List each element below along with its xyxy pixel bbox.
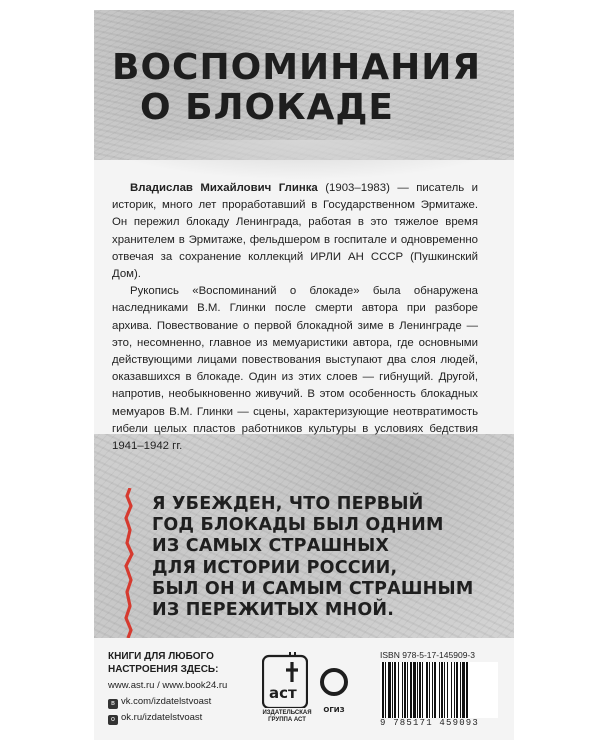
barcode-bar bbox=[444, 662, 445, 718]
barcode bbox=[380, 662, 498, 718]
barcode-bar bbox=[441, 662, 443, 718]
barcode-bar bbox=[398, 662, 399, 718]
barcode-bar bbox=[402, 662, 403, 718]
barcode-bar bbox=[388, 662, 391, 718]
books-heading-line-1: КНИГИ ДЛЯ ЛЮБОГО bbox=[108, 651, 214, 662]
quote-line: ГОД БЛОКАДЫ БЫЛ ОДНИМ bbox=[152, 515, 444, 536]
barcode-bar bbox=[407, 662, 408, 718]
barcode-bar bbox=[466, 662, 468, 718]
barcode-bar bbox=[462, 662, 465, 718]
title-line-1: ВОСПОМИНАНИЯ bbox=[112, 47, 482, 88]
barcode-bar bbox=[454, 662, 455, 718]
barcode-bar bbox=[439, 662, 440, 718]
pull-quote bbox=[152, 494, 498, 621]
barcode-bar bbox=[385, 662, 386, 718]
barcode-bar bbox=[447, 662, 448, 718]
barcode-bar bbox=[419, 662, 421, 718]
quote-line: Я УБЕЖДЕН, ЧТО ПЕРВЫЙ bbox=[152, 494, 424, 514]
barcode-bar bbox=[432, 662, 433, 718]
barcode-bar bbox=[434, 662, 436, 718]
quote-line: ИЗ САМЫХ СТРАШНЫХ bbox=[152, 536, 390, 557]
red-torn-stripe bbox=[124, 488, 134, 638]
barcode-bar bbox=[460, 662, 461, 718]
barcode-number: 9 785171 459093 bbox=[380, 718, 480, 728]
book-back-cover bbox=[94, 10, 514, 740]
barcode-bar bbox=[417, 662, 418, 718]
quote-line: БЫЛ ОН И САМЫМ СТРАШНЫМ bbox=[152, 578, 474, 599]
annotation-text bbox=[112, 180, 478, 455]
author-name: Владислав Михайлович Глинка bbox=[130, 182, 318, 194]
annotation-paragraph-1-rest: (1903–1983) — писатель и историк, много лет проработавший в Государственном Эрмитаже. Он пережил блокаду Ленинграда, работая в это тяжелое время хранителем в Эрмитаже, фельдшером в госпитале и одновременно отвечая за сохранение коллекций ИРЛИ АН СССР (Пушкинский Дом). bbox=[112, 182, 479, 281]
barcode-bar bbox=[451, 662, 452, 718]
book-title bbox=[112, 48, 512, 128]
publisher-caption bbox=[252, 710, 322, 724]
barcode-bar bbox=[404, 662, 406, 718]
annotation-paragraph-2: Рукопись «Воспоминаний о блокаде» была обнаружена наследниками В.М. Глинки после смерти автора при разборе архива. Повествование о первой блокадной зиме в Ленинграде — это, несомненно, главное из мемуаристики автора, где основными действующими лицами повествования выступают два слоя людей, оказавшихся в блокаде. Один из этих слоев — гибнущий. Другой, напротив, необыкновенно живучий. В этом особенность блокадных мемуаров В.М. Глинки — сцены, характеризующие неотвратимость гибели целых пластов работников культуры в условиях бедствия 1941–1942 гг. bbox=[112, 285, 478, 453]
ok-link-text: ok.ru/izdatelstvoast bbox=[121, 712, 203, 723]
ogiz-logo-icon bbox=[320, 656, 348, 728]
books-heading bbox=[108, 650, 218, 676]
site-links[interactable]: www.ast.ru / www.book24.ru bbox=[108, 680, 228, 691]
ogiz-logo-text: ОГИЗ bbox=[323, 706, 345, 714]
barcode-bar bbox=[426, 662, 428, 718]
cover-footer bbox=[94, 638, 514, 740]
publisher-caption-line-2: ГРУППА АСТ bbox=[268, 717, 306, 723]
barcode-bar bbox=[392, 662, 393, 718]
publisher-logo-text: аст bbox=[269, 684, 297, 702]
barcode-bar bbox=[429, 662, 430, 718]
barcode-bar bbox=[410, 662, 412, 718]
barcode-bar bbox=[422, 662, 423, 718]
barcode-bar bbox=[456, 662, 458, 718]
barcode-bar bbox=[413, 662, 416, 718]
barcode-bar bbox=[382, 662, 384, 718]
ok-icon: о bbox=[108, 715, 118, 725]
annotation-paragraph-1 bbox=[112, 180, 478, 283]
publisher-caption-line-1: ИЗДАТЕЛЬСКАЯ bbox=[262, 710, 312, 716]
barcode-bar bbox=[394, 662, 396, 718]
quote-line: ДЛЯ ИСТОРИИ РОССИИ, bbox=[152, 557, 398, 578]
quote-line: ИЗ ПЕРЕЖИТЫХ МНОЙ. bbox=[152, 600, 395, 621]
vk-link[interactable] bbox=[108, 696, 211, 709]
title-line-2: О БЛОКАДЕ bbox=[140, 87, 395, 128]
publisher-logo-icon bbox=[262, 652, 308, 708]
books-heading-line-2: НАСТРОЕНИЯ ЗДЕСЬ: bbox=[108, 664, 219, 675]
vk-icon: в bbox=[108, 699, 118, 709]
vk-link-text: vk.com/izdatelstvoast bbox=[121, 696, 212, 707]
isbn: ISBN 978-5-17-145909-3 bbox=[380, 650, 475, 660]
ok-link[interactable] bbox=[108, 712, 202, 725]
